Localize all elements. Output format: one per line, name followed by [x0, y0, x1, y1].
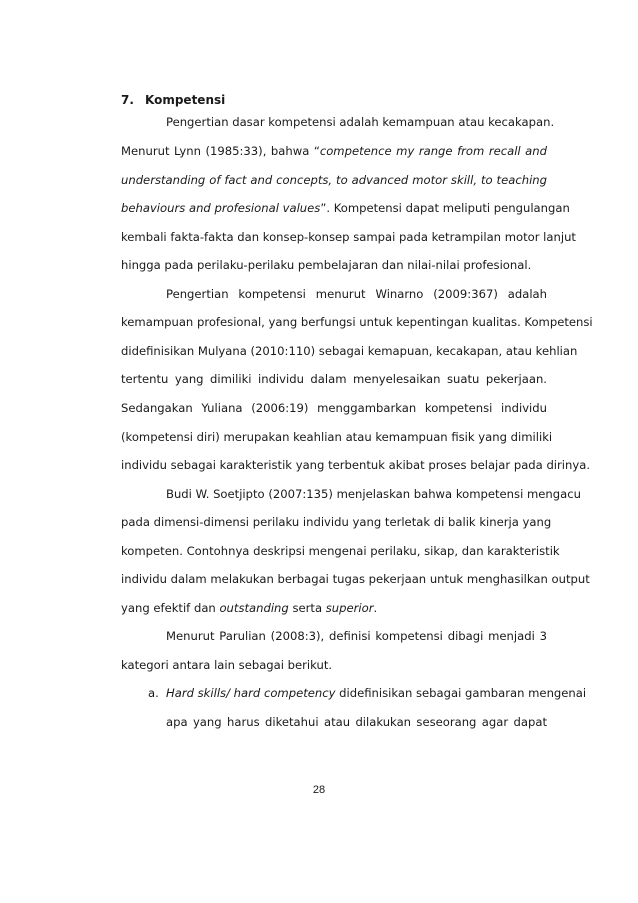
paragraph-line: Pengertian dasar kompetensi adalah kemampuan atau kecakapan. — [166, 115, 555, 129]
italic-span: Hard skills/ hard competency — [166, 686, 336, 700]
paragraph-line: Sedangakan Yuliana (2006:19) menggambarkan kompetensi individu — [121, 401, 547, 415]
paragraph-line: (kompetensi diri) merupakan keahlian atau kemampuan fisik yang dimiliki — [121, 430, 553, 444]
italic-span: understanding of fact and concepts, to advanced motor skill, to teaching — [121, 173, 547, 187]
paragraph-line: didefinisikan Mulyana (2010:110) sebagai kemapuan, kecakapan, atau kehlian — [121, 344, 578, 358]
paragraph-line: Pengertian kompetensi menurut Winarno (2009:367) adalah — [166, 287, 547, 301]
italic-span: competence my range from recall and — [319, 144, 547, 158]
list-item — [148, 685, 587, 701]
paragraph-line — [121, 172, 547, 188]
text-span: Menurut Lynn (1985:33), bahwa “ — [121, 144, 320, 158]
paragraph-line: kompeten. Contohnya deskripsi mengenai perilaku, sikap, dan karakteristik — [121, 544, 560, 558]
paragraph-line: individu dalam melakukan berbagai tugas pekerjaan untuk menghasilkan output — [121, 572, 590, 586]
italic-span: superior — [325, 601, 374, 615]
text-span: ”. Kompetensi dapat meliputi pengulangan — [320, 201, 570, 215]
text-span: didefinisikan sebagai gambaran mengenai — [335, 686, 587, 700]
paragraph-line: Menurut Parulian (2008:3), definisi kompetensi dibagi menjadi 3 — [166, 629, 547, 643]
paragraph-line: kembali fakta-fakta dan konsep-konsep sampai pada ketrampilan motor lanjut — [121, 230, 576, 244]
section-heading — [121, 93, 225, 107]
text-span: . — [373, 601, 378, 615]
text-span: yang efektif dan — [121, 601, 220, 615]
paragraph-line: hingga pada perilaku-perilaku pembelajaran dan nilai-nilai profesional. — [121, 258, 532, 272]
paragraph-line: individu sebagai karakteristik yang terbentuk akibat proses belajar pada dirinya. — [121, 458, 591, 472]
italic-span: behaviours and profesional values — [121, 201, 321, 215]
paragraph-line — [121, 600, 547, 616]
italic-span: outstanding — [219, 601, 289, 615]
paragraph-line: apa yang harus diketahui atau dilakukan seseorang agar dapat — [166, 715, 547, 729]
paragraph-line: pada dimensi-dimensi perilaku individu yang terletak di balik kinerja yang — [121, 515, 552, 529]
text-span: serta — [288, 601, 326, 615]
paragraph-line: tertentu yang dimiliki individu dalam menyelesaikan suatu pekerjaan. — [121, 372, 547, 386]
list-marker: a. — [148, 686, 159, 700]
page-number: 28 — [312, 784, 326, 796]
paragraph-line — [121, 143, 547, 159]
paragraph-line — [121, 200, 570, 216]
paragraph-line: kategori antara lain sebagai berikut. — [121, 658, 333, 672]
section-number: 7. — [121, 93, 134, 107]
paragraph-line: Budi W. Soetjipto (2007:135) menjelaskan bahwa kompetensi mengacu — [166, 487, 581, 501]
paragraph-line: kemampuan profesional, yang berfungsi untuk kepentingan kualitas. Kompetensi — [121, 315, 593, 329]
section-title: Kompetensi — [145, 93, 226, 107]
